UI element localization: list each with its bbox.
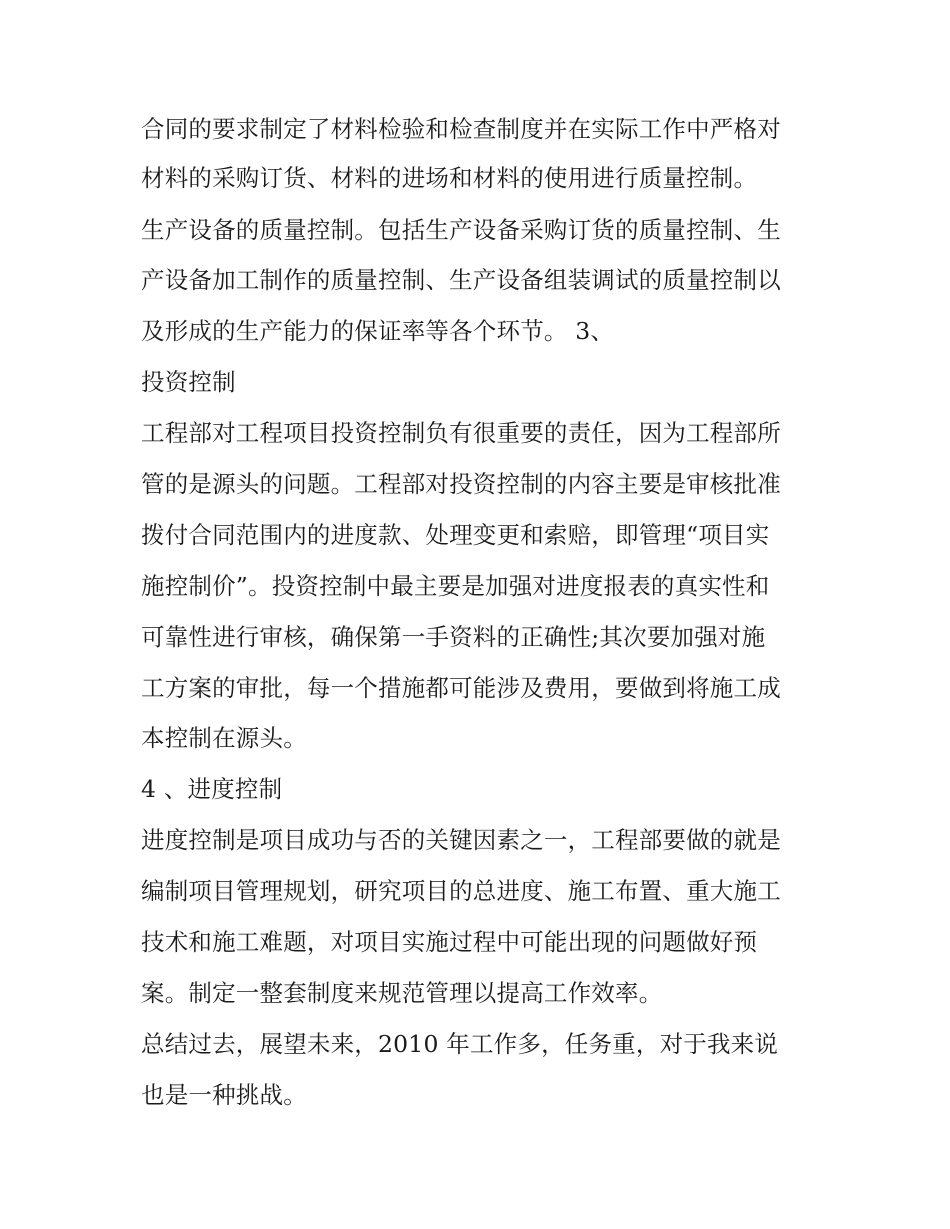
section-heading-investment-control: 投资控制	[141, 368, 236, 396]
text-line-1: 合同的要求制定了材料检验和检查制度并在实际工作中严格对	[141, 115, 781, 143]
text-line-20: 也是一种挑战。	[141, 1081, 307, 1109]
text-line-9: 拨付合同范围内的进度款、处理变更和索赔，即管理“项目实	[141, 521, 770, 549]
text-line-8: 管的是源头的问题。工程部对投资控制的内容主要是审核批准	[141, 470, 781, 498]
text-line-11: 可靠性进行审核，确保第一手资料的正确性;其次要加强对施	[141, 623, 766, 651]
section-heading-schedule-control: 4 、进度控制	[141, 775, 283, 803]
text-line-12: 工方案的审批，每一个措施都可能涉及费用，要做到将施工成	[141, 674, 781, 702]
text-line-19: 总结过去，展望未来，2010 年工作多，任务重，对于我来说	[141, 1030, 779, 1058]
text-line-3: 生产设备的质量控制。包括生产设备采购订货的质量控制、生	[141, 216, 781, 244]
text-line-18: 案。制定一整套制度来规范管理以提高工作效率。	[141, 979, 663, 1007]
text-line-10: 施控制价”。投资控制中最主要是加强对进度报表的真实性和	[141, 572, 770, 600]
text-line-4: 产设备加工制作的质量控制、生产设备组装调试的质量控制以	[141, 266, 781, 294]
text-line-7: 工程部对工程项目投资控制负有很重要的责任，因为工程部所	[141, 419, 781, 447]
text-line-17: 技术和施工难题，对项目实施过程中可能出现的问题做好预	[141, 928, 758, 956]
text-line-13: 本控制在源头。	[141, 724, 307, 752]
text-line-15: 进度控制是项目成功与否的关键因素之一，工程部要做的就是	[141, 826, 781, 854]
text-line-5: 及形成的生产能力的保证率等各个环节。 3、	[141, 317, 615, 345]
text-line-2: 材料的采购订货、材料的进场和材料的使用进行质量控制。	[141, 164, 758, 192]
text-line-16: 编制项目管理规划，研究项目的总进度、施工布置、重大施工	[141, 877, 781, 905]
